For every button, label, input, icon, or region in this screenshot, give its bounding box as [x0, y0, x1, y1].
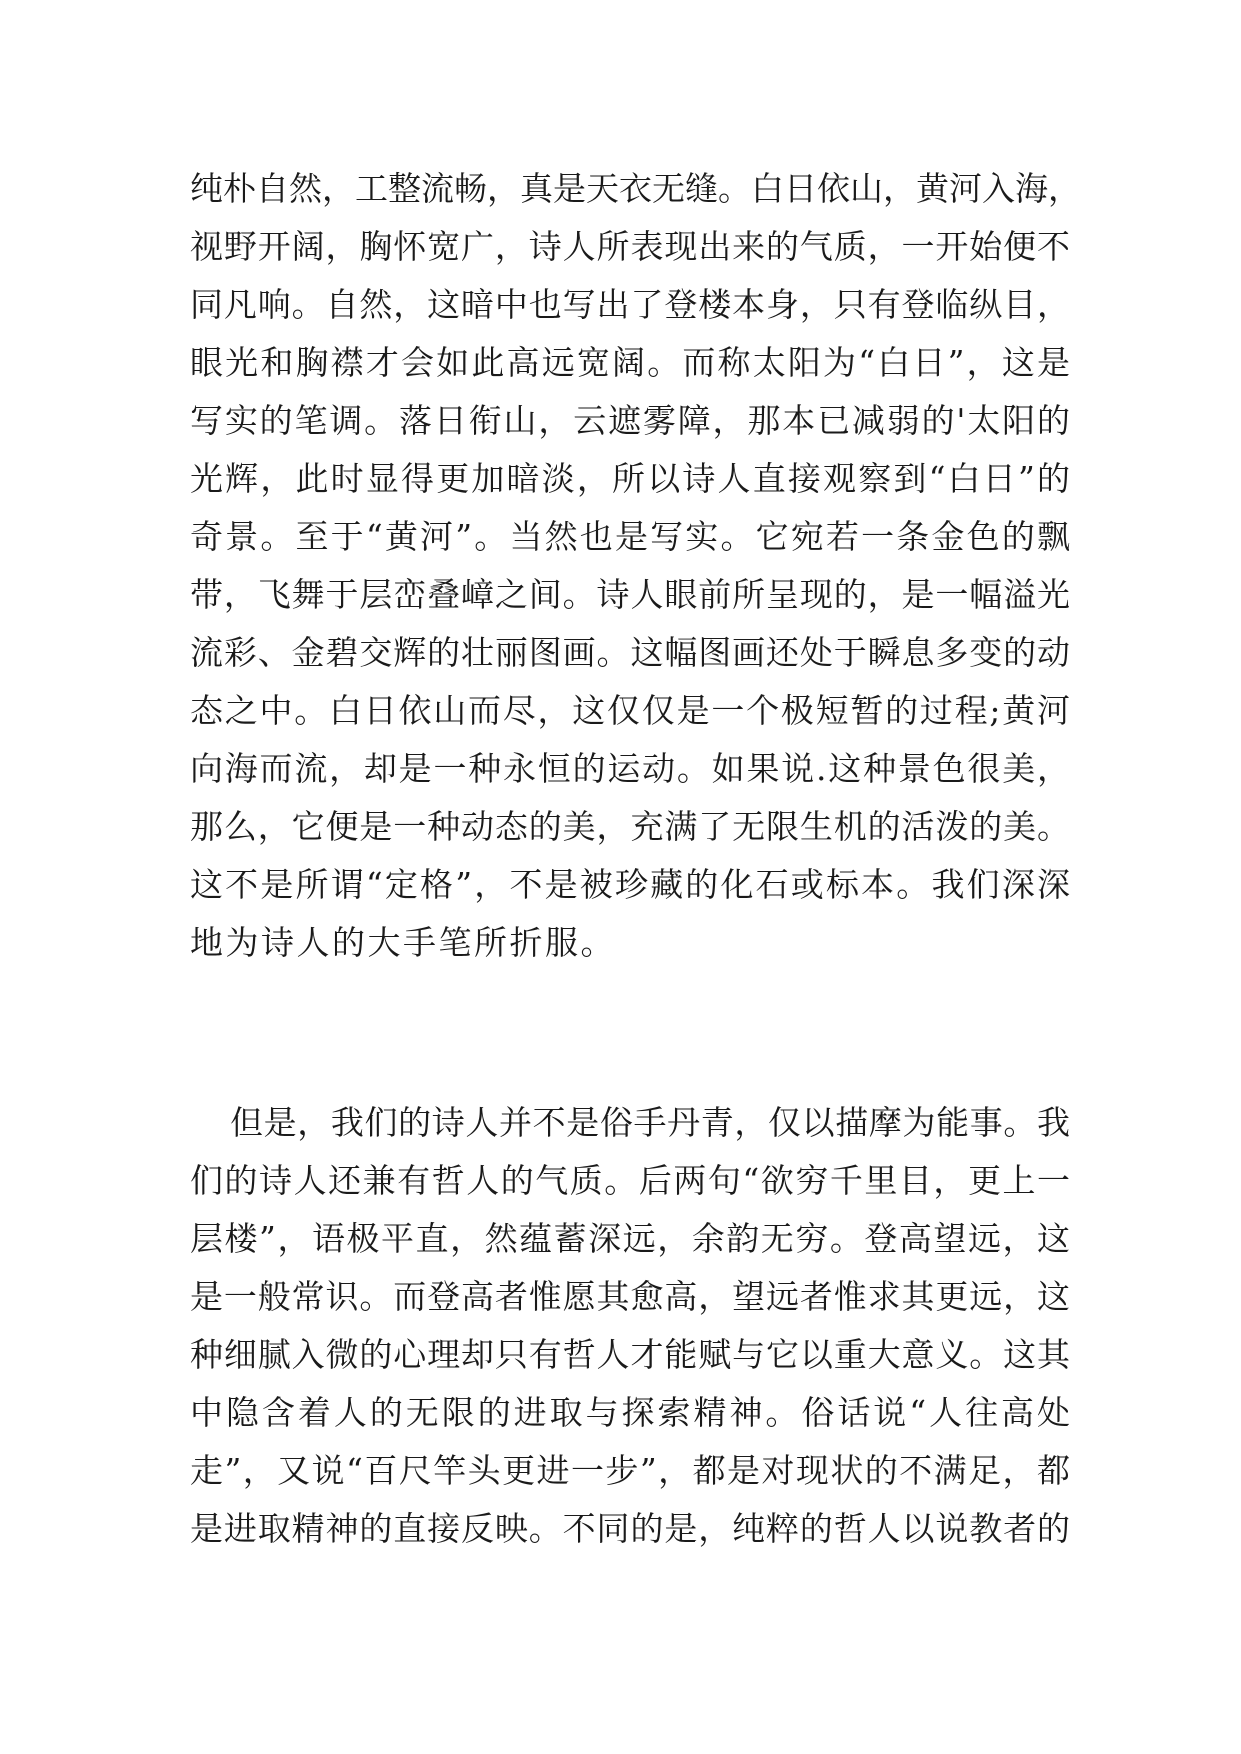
- paragraph-1: [190, 160, 1081, 972]
- text-line: 是一般常识。而登高者惟愿其愈高，望远者惟求其更远，这: [190, 1277, 1070, 1316]
- text-line: 那么，它便是一种动态的美，充满了无限生机的活泼的美。: [190, 807, 1070, 846]
- paragraph-2: [190, 1094, 1070, 1558]
- text-line: 向海而流，却是一种永恒的运动。如果说.这种景色很美，: [190, 749, 1070, 788]
- text-line: 奇景。至于“黄河”。当然也是写实。它宛若一条金色的飘: [190, 517, 1070, 556]
- text-line: 层楼”，语极平直，然蕴蓄深远，余韵无穷。登高望远，这: [190, 1219, 1070, 1258]
- text-line: 但是，我们的诗人并不是俗手丹青，仅以描摩为能事。我: [230, 1103, 1070, 1142]
- text-line: 带，飞舞于层峦叠嶂之间。诗人眼前所呈现的，是一幅溢光: [190, 575, 1070, 614]
- text-line: 态之中。白日依山而尽，这仅仅是一个极短暂的过程;黄河: [190, 691, 1070, 730]
- text-line: 流彩、金碧交辉的壮丽图画。这幅图画还处于瞬息多变的动: [190, 633, 1070, 672]
- text-line: 写实的笔调。落日衔山，云遮雾障，那本已减弱的'太阳的: [190, 401, 1070, 440]
- text-line: 这不是所谓“定格”，不是被珍藏的化石或标本。我们深深: [190, 865, 1070, 904]
- text-line: 地为诗人的大手笔所折服。: [190, 923, 616, 962]
- text-line: 中隐含着人的无限的进取与探索精神。俗话说“人往高处: [190, 1393, 1070, 1432]
- text-line: 视野开阔，胸怀宽广，诗人所表现出来的气质，一开始便不: [190, 227, 1070, 266]
- text-line: 纯朴自然，工整流畅，真是天衣无缝。白日依山，黄河入海，: [190, 169, 1081, 208]
- text-line: 光辉，此时显得更加暗淡，所以诗人直接观察到“白日”的: [190, 459, 1070, 498]
- text-line: 同凡响。自然，这暗中也写出了登楼本身，只有登临纵目，: [190, 285, 1070, 324]
- text-line: 种细腻入微的心理却只有哲人才能赋与它以重大意义。这其: [190, 1335, 1070, 1374]
- text-line: 走”，又说“百尺竿头更进一步”，都是对现状的不满足，都: [190, 1451, 1070, 1490]
- text-line: 眼光和胸襟才会如此高远宽阔。而称太阳为“白日”，这是: [190, 343, 1070, 382]
- text-line: 们的诗人还兼有哲人的气质。后两句“欲穷千里目，更上一: [190, 1161, 1070, 1200]
- text-line: 是进取精神的直接反映。不同的是，纯粹的哲人以说教者的: [190, 1509, 1070, 1548]
